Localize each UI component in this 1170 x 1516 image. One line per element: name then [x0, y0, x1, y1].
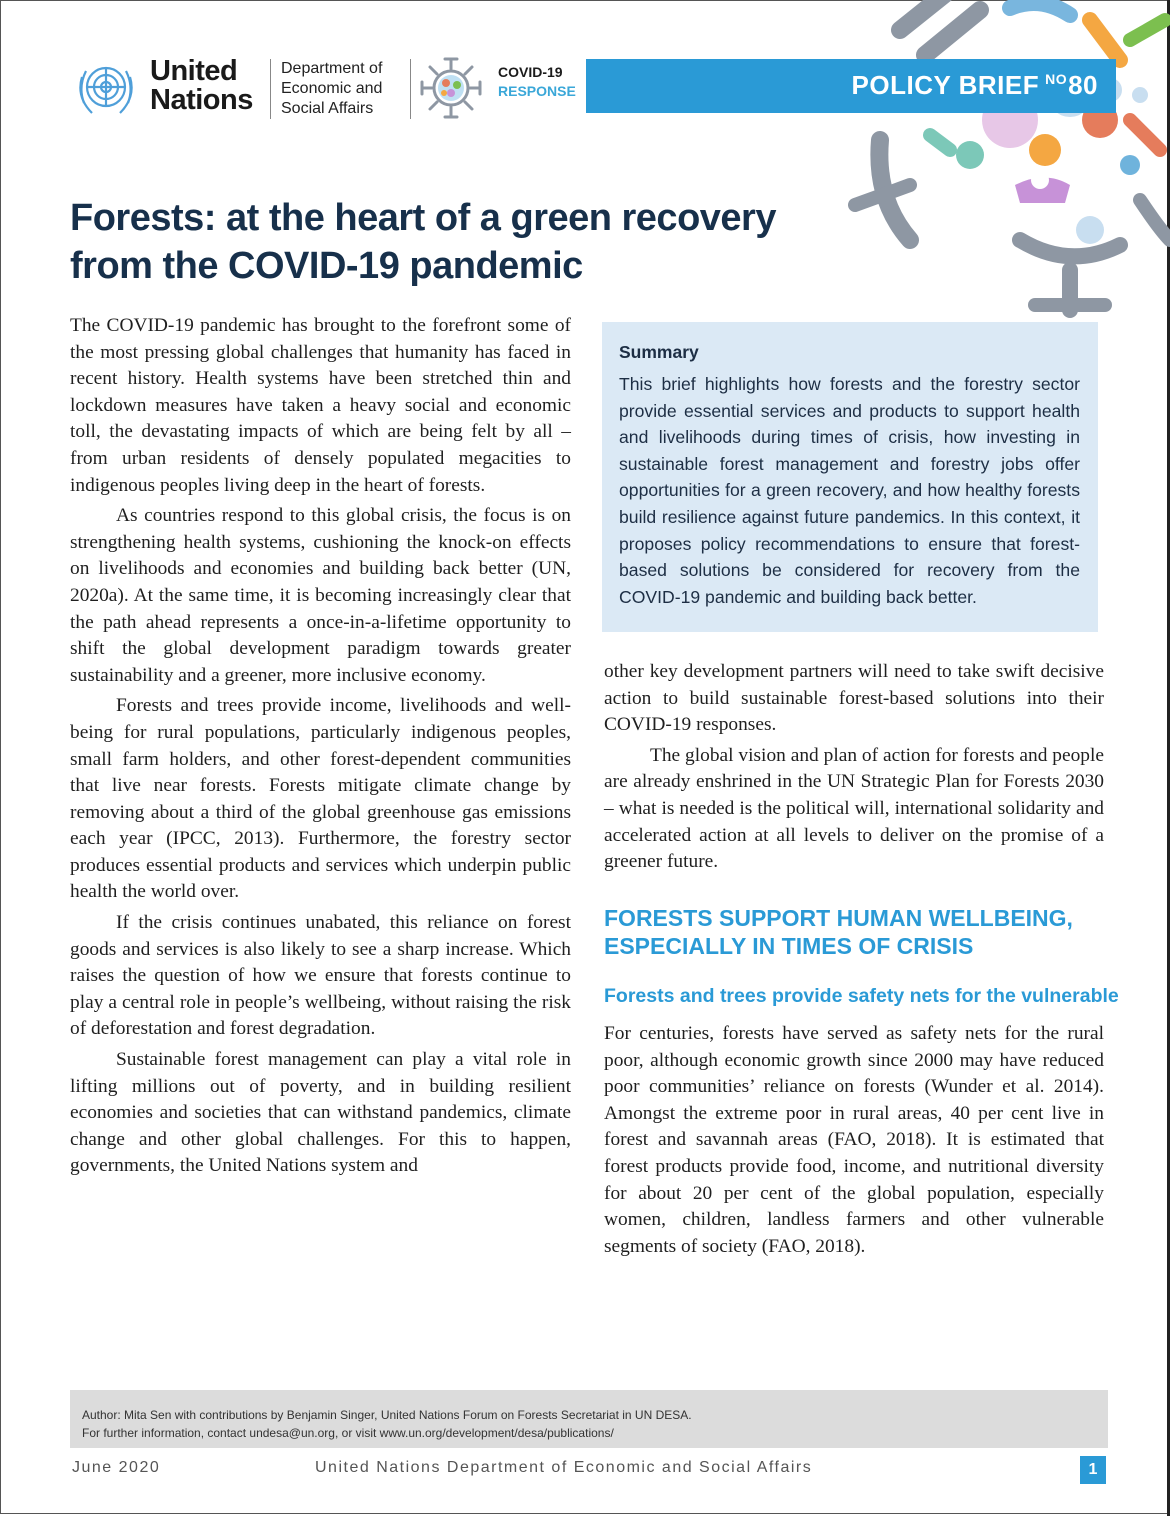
policy-brief-no: NO	[1045, 71, 1068, 87]
covid-response-wordmark	[498, 63, 576, 101]
right-column-continued	[604, 1021, 1104, 1264]
un-wordmark-line2: Nations	[150, 84, 253, 116]
un-wordmark	[150, 57, 253, 115]
paragraph: For centuries, forests have served as safety nets for the rural poor, although economic growth since 2000 may have reduced poor communities’ reliance on forests (Wunder et al. 2014). Amongst the extreme poor in rural areas, 40 per cent live in forest and savannah areas (FAO, 2018). It is estimated that forest products provide food, income, and nutritional diversity for about 20 per cent of the global population, especially women, children, landless farmers and other vulnerable segments of society (FAO, 2018).	[604, 1023, 1104, 1257]
section-heading-line1: FORESTS SUPPORT HUMAN WELLBEING,	[604, 905, 1073, 931]
page-title	[70, 194, 830, 290]
summary-box	[602, 322, 1098, 632]
covid-line1: COVID-19	[498, 64, 563, 80]
paragraph: The global vision and plan of action for forests and people are already enshrined in the UN Strategic Plan for Forests 2030 – what is needed is the political will, international solidarity and accelerated action at all levels to deliver on the promise of a greener future.	[604, 744, 1104, 873]
contact-line: For further information, contact undesa@un.org, or visit www.un.org/development/desa/publications/	[82, 1426, 614, 1440]
un-emblem-icon	[72, 57, 140, 121]
desa-line3: Social Affairs	[281, 100, 374, 117]
desa-line1: Department of	[281, 60, 383, 77]
paragraph: As countries respond to this global crisis, the focus is on strengthening health systems, cushioning the knock-on effects on livelihoods and economies and building back better (UN, 2020a). At the same time, it is becoming increasingly clear that the path ahead represents a once-in-a-lifetime opportunity to shift the global development paradigm towards greater sustainability and a greener, more inclusive economy.	[70, 505, 571, 686]
paragraph: Forests and trees provide income, livelihoods and well-being for rural populations, particularly indigenous peoples, small farm holders, and other forest-dependent communities that live near forests. Forests mitigate climate change by removing about a third of the global greenhouse gas emissions each year (IPCC, 2013). Furthermore, the forestry sector produces essential products and services which underpin public health the world over.	[70, 695, 571, 903]
paragraph: other key development partners will need to take swift decisive action to build sustainable forest-based solutions into their COVID-19 responses.	[604, 661, 1104, 736]
policy-brief-text: POLICY BRIEF	[851, 70, 1040, 100]
summary-heading: Summary	[619, 342, 699, 362]
title-line1: Forests: at the heart of a green recovery	[70, 197, 776, 239]
covid-line2: RESPONSE	[498, 83, 576, 99]
policy-brief-number: 80	[1068, 70, 1098, 100]
section-heading	[604, 904, 1124, 960]
right-column	[604, 659, 1104, 880]
paragraph: If the crisis continues unabated, this reliance on forest goods and services is also likely to see a sharp increase. Which raises the question of how we ensure that forests continue to play a central role in people’s wellbeing, without raising the risk of deforestation and forest degradation.	[70, 912, 571, 1040]
policy-brief-banner	[586, 59, 1116, 113]
covid-response-logo-icon	[420, 55, 482, 121]
section-heading-line2: ESPECIALLY IN TIMES OF CRISIS	[604, 933, 974, 959]
covid-response-decoration	[840, 0, 1170, 320]
author-line: Author: Mita Sen with contributions by Benjamin Singer, United Nations Forum on Forests Secretariat in UN DESA.	[82, 1408, 692, 1422]
footer-date: June 2020	[72, 1459, 161, 1476]
header-logos	[72, 55, 577, 120]
author-box	[70, 1390, 1108, 1448]
page-number: 1	[1080, 1456, 1106, 1484]
footer-org: United Nations Department of Economic and Social Affairs	[315, 1459, 813, 1476]
logo-divider	[410, 59, 411, 119]
title-line2: from the COVID-19 pandemic	[70, 245, 583, 287]
desa-line2: Economic and	[281, 80, 383, 97]
un-wordmark-line1: United	[150, 55, 238, 87]
sub-heading: Forests and trees provide safety nets for the vulnerable	[604, 985, 1119, 1007]
desa-wordmark	[281, 59, 382, 119]
paragraph: Sustainable forest management can play a vital role in lifting millions out of poverty, and in building resilient economies and societies that can withstand pandemics, climate change and other global challenges. For this to happen, governments, the United Nations system and	[70, 1049, 571, 1177]
left-column	[70, 313, 571, 1184]
logo-divider	[270, 59, 271, 119]
paragraph: The COVID-19 pandemic has brought to the forefront some of the most pressing global challenges that humanity has faced in recent history. Health systems have been stretched thin and lockdown measures have taken a heavy social and economic toll, the devastating impacts of which are being felt by all – from urban residents of densely populated megacities to indigenous peoples living deep in the heart of forests.	[70, 315, 571, 496]
policy-brief-label	[852, 70, 1098, 101]
summary-body: This brief highlights how forests and the forestry sector provide essential services and products to support health and livelihoods during times of crisis, how investing in sustainable forest management and forestry jobs offer opportunities for a green recovery, and how healthy forests build resilience against future pandemics. In this context, it proposes policy recommendations to ensure that forest-based solutions be considered for recovery from the COVID-19 pandemic and building back better.	[619, 374, 1080, 607]
